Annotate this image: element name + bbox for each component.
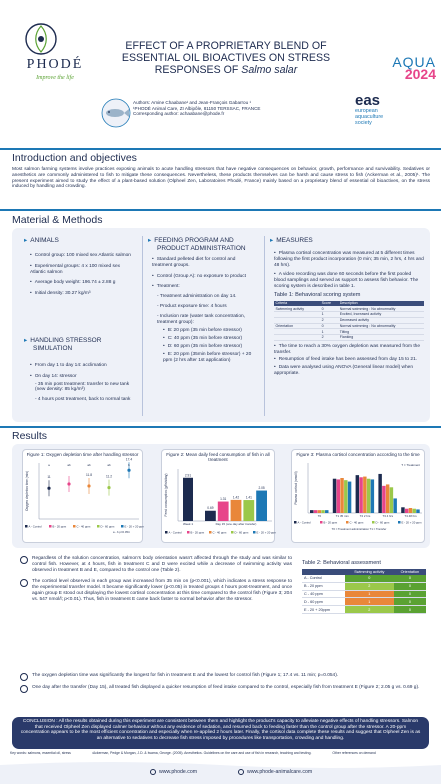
time-note: T0 = Treatment administration T1 = Transfer xyxy=(331,527,387,532)
aqua-year: 2024 xyxy=(404,66,436,82)
bar xyxy=(205,511,216,521)
results-list-wide xyxy=(20,673,430,693)
phode-logo-icon xyxy=(24,22,58,56)
significance-letter: ab xyxy=(87,463,91,468)
data-label: 11.8 xyxy=(86,473,92,478)
x-tick-label: T3 4 hrs xyxy=(382,514,394,519)
table1-cell: 2 xyxy=(320,317,338,323)
legend-label: A - Control xyxy=(28,525,42,530)
bar xyxy=(333,479,336,513)
intro-divider xyxy=(0,148,441,150)
data-label: 1.31 xyxy=(220,496,227,501)
eas-line-2: aquaculture xyxy=(355,114,384,120)
title-line-3-text: RESPONSES OF xyxy=(154,64,242,76)
bar xyxy=(363,477,366,513)
y-axis-label: Oxygen depletion time (min) xyxy=(25,471,29,512)
swim-score: 1 xyxy=(345,598,394,606)
legend-swatch xyxy=(253,531,256,534)
feeding-list xyxy=(152,257,256,363)
feeding-item: - Product exposure time: 4 hours xyxy=(157,303,227,309)
legend-label: A - Control xyxy=(168,530,182,535)
data-label: 11.2 xyxy=(106,475,112,480)
feeding-item: - Inclusion rate (water tank concentration, treatment group): xyxy=(157,313,245,325)
swim-score: 2 xyxy=(345,582,394,590)
data-point xyxy=(67,483,70,486)
y-axis-label: Feed consumption (g/fish/day) xyxy=(164,473,168,517)
table2-title: Table 2: Behavioral assessment xyxy=(302,560,381,566)
table1-cell: 2 xyxy=(320,335,338,341)
legend-swatch xyxy=(231,531,234,534)
table2-header: Swimming activity xyxy=(345,569,394,575)
figure-1-title: Figure 1: Oxygen depletion time after handling stressor xyxy=(26,452,139,457)
data-point xyxy=(127,469,130,472)
figure-3-chart xyxy=(292,457,426,535)
authors-line: Authors: Amine Chaabane¹ and Jean-François Gabarrou ¹ xyxy=(133,100,251,105)
table2-label: C - 40 ppm xyxy=(302,590,345,598)
handling-item: - 4 hours post treatment, back to normal tank xyxy=(35,397,131,403)
table-row xyxy=(302,590,426,598)
feeding-item: • C: 40 ppm (35 min before stressor) xyxy=(152,336,256,342)
legend-swatch xyxy=(165,531,168,534)
legend-swatch xyxy=(346,521,349,524)
feeding-title-line-2: PRODUCT ADMINISTRATION xyxy=(157,244,246,252)
legend-swatch xyxy=(121,525,124,528)
table-row xyxy=(302,582,426,590)
measures-item: • Plasma cortisol concentration was measured at 5 different times following the first product incorporation (0 min; 35 min, 2 hrs, 4 hrs and 48 hrs). xyxy=(274,251,424,268)
bar xyxy=(321,511,324,514)
x-tick-label: T2 2 hrs xyxy=(359,514,371,519)
legend-label: A - Control xyxy=(297,521,311,526)
reference: ¹Ackerman, Pedge & Morgan, J.D. & Iwama, George. (2005). Anesthetics. Guidelines on the care and use of fish in research, teaching and testing. xyxy=(91,751,312,755)
result-item xyxy=(20,673,430,681)
legend-label: E - 20 + 20 ppm xyxy=(256,530,276,535)
measures-item: • Data were analysed using ANOVA (General linear model) when appropriate. xyxy=(274,365,424,377)
legend-label: B - 20 ppm xyxy=(52,525,67,530)
figure-1-chart xyxy=(23,457,144,535)
behavioral-assessment xyxy=(302,560,426,614)
measures-title: ▸ MEASURES xyxy=(270,237,313,244)
bar xyxy=(386,485,389,514)
table1-cell: Orientation xyxy=(274,323,320,329)
poster-title xyxy=(112,40,340,76)
feeding-item: - Treatment administration on day 14. xyxy=(157,294,237,300)
data-label: 1.41 xyxy=(245,495,252,500)
other-references: Other references on demand xyxy=(332,751,376,755)
bar xyxy=(256,490,267,520)
data-label: 11 xyxy=(47,475,51,480)
affiliation-line: ¹PHODÉ Animal Care, ZI Albipôle, 81150 TERSSAC, FRANCE xyxy=(133,105,261,111)
results-title: Results xyxy=(12,430,48,442)
table1-cell: Tilting xyxy=(338,329,424,335)
bar xyxy=(359,478,362,514)
figure-3-title: Figure 3: Plasma cortisol concentration according to the time xyxy=(296,452,420,457)
legend-label: B - 20 ppm xyxy=(190,530,205,535)
data-point xyxy=(87,485,90,488)
chart-annotation: T = Treatment xyxy=(401,463,420,468)
bar xyxy=(356,476,359,514)
methods-divider xyxy=(0,209,441,211)
bar xyxy=(337,480,340,514)
swim-score: 2 xyxy=(345,606,394,614)
data-point xyxy=(47,487,50,490)
legend-label: C - 40 ppm xyxy=(76,525,91,530)
figure-2 xyxy=(161,449,275,543)
eas-logo-row xyxy=(355,93,437,108)
bar xyxy=(231,500,242,521)
bar xyxy=(409,508,412,513)
footer-link-1[interactable] xyxy=(150,769,197,775)
animals-title: ▸ ANIMALS xyxy=(24,237,59,244)
data-label: 0.69 xyxy=(207,506,214,511)
orientation-score: 0 xyxy=(394,606,426,614)
heart-icon xyxy=(20,579,28,587)
table-row xyxy=(302,598,426,606)
animals-item: • Control group: 100 mixed sex Atlantic salmon xyxy=(30,253,134,259)
methods-title: Material & Methods xyxy=(12,214,103,226)
column-divider xyxy=(142,236,143,416)
legend-label: D - 60 ppm xyxy=(234,530,249,535)
table1-cell: Excited, Increased activity xyxy=(338,311,424,317)
bar xyxy=(310,511,313,514)
aqua-word: AQUA xyxy=(392,54,436,70)
aqua-2024-logo xyxy=(356,54,436,82)
footer-link-1-text: www.phode.com xyxy=(159,769,198,775)
feeding-item: • Standard pelleted diet for control and treatment groups. xyxy=(152,257,256,269)
measures-item: • The time to reach a 30% oxygen depletion was measured from the transfer. xyxy=(274,344,424,356)
result-text: The oxygen depletion time was significantly the longest for fish in treatment E and the lowest for control fish (Figure 1; 17.4 vs. 11 min; p=0.054). xyxy=(32,673,339,678)
footer xyxy=(0,759,441,784)
figure-3 xyxy=(291,449,425,543)
eas-text xyxy=(355,108,437,126)
title-line-3 xyxy=(112,64,340,76)
handling-item: • From day 1 to day 14: acclimation xyxy=(30,363,134,369)
handling-list xyxy=(30,363,134,403)
legend-swatch xyxy=(25,525,28,528)
brand-name: PHODÉ xyxy=(26,57,84,72)
table2-label: E - 20 + 20ppm xyxy=(302,606,345,614)
bar xyxy=(344,481,347,514)
feeding-item: • E: 20 ppm (35min before stressor) + 20 ppm (2 hrs after 1st application) xyxy=(152,352,256,364)
footer-wave xyxy=(0,759,441,784)
bar xyxy=(405,509,408,513)
significance-letter: ab xyxy=(67,463,71,468)
handling-title-line-1: HANDLING STRESSOR xyxy=(30,337,102,344)
table1-header: Criteria xyxy=(274,301,320,307)
legend-label: D - 60 ppm xyxy=(100,525,115,530)
measures-title-text: MEASURES xyxy=(276,237,313,244)
bar xyxy=(318,511,321,514)
table1-cell: Normal swimming : No abnormality xyxy=(338,323,424,329)
significance-note: a - b p=0.054 xyxy=(113,530,130,535)
significance-letter: a xyxy=(48,463,50,468)
footer-link-2[interactable] xyxy=(238,769,312,775)
legend-label: B - 20 ppm xyxy=(323,521,338,526)
x-tick-label: T1 35 min xyxy=(335,514,349,519)
legend-label: E - 20 + 20 ppm xyxy=(124,525,144,530)
table1-cell: 1 xyxy=(320,311,338,317)
bar xyxy=(401,508,404,514)
data-label: 2.91 xyxy=(184,473,192,478)
table1-header: Description xyxy=(338,301,424,307)
bar xyxy=(218,501,229,520)
feeding-title-line-1: FEEDING PROGRAM AND xyxy=(154,237,234,244)
table-row xyxy=(302,606,426,614)
result-text: The cortisol level observed in each group was increased from 35 min on (p<0.001), which indicates a stress response to the experimental transfer model. It became significantly lower (p<0.05) in treated groups 4 hours post-treatment, and once again group E stood out displaying the lowest cortisol concentration at this time compared to the control fish (Figure 3; 204 vs. 547 nmol/l; p<0.01). Thus, fish in treatment E came back faster to normal behavior after the stressor. xyxy=(32,579,292,602)
references xyxy=(10,751,431,755)
animals-item: • Experimental groups: 4 x 100 mixed sex Atlantic salmon xyxy=(30,264,134,276)
results-list xyxy=(20,556,292,609)
data-point xyxy=(107,486,110,489)
animals-item: • Average body weight: 196.74 ± 2.88 g xyxy=(30,280,134,286)
significance-letter: ab xyxy=(107,463,111,468)
data-label: 1.42 xyxy=(232,495,240,500)
species-name: Salmo salar xyxy=(241,64,298,76)
table1-title: Table 1: Behavioral scoring system xyxy=(274,291,361,298)
measures-item: • A video recording was done 60 seconds before the first pooled blood samplings and served as support to assess fish behavior. The scoring system is described in table 1. xyxy=(274,272,424,289)
bar xyxy=(412,509,415,513)
feeding-item: • Control (Group A): no exposure to product xyxy=(152,274,256,280)
legend-label: C - 40 ppm xyxy=(212,530,227,535)
globe-icon xyxy=(238,769,244,775)
bar xyxy=(340,478,343,513)
data-label: 17.4 xyxy=(125,457,133,462)
swim-score: 0 xyxy=(345,575,394,582)
handling-title: ▸ HANDLING STRESSOR SIMULATION xyxy=(24,337,102,352)
result-text: Regardless of the solution concentration, salmon's body orientation wasn't affected through the study and was similar to control fish. However, at 4 hours, fish in treatment C and D were excited while a decrease of swimming activity was observed in treatment B and E, compared to the control one (Table 2). xyxy=(32,556,292,573)
orientation-score: 0 xyxy=(394,575,426,582)
legend-swatch xyxy=(209,531,212,534)
result-item xyxy=(20,556,292,573)
table1-cell: Flanking xyxy=(338,335,424,341)
legend-swatch xyxy=(294,521,297,524)
brand-tagline: Improve the life xyxy=(36,75,74,81)
table2-header: Orientation xyxy=(394,569,426,575)
eas-line-1: european xyxy=(355,108,378,114)
footer-link-2-text: www.phode-animalcare.com xyxy=(247,769,313,775)
table1-cell: 0 xyxy=(320,323,338,329)
feeding-item: • D: 60 ppm (35 min before stressor) xyxy=(152,344,256,350)
result-text: One day after the transfer (Day 15), all treated fish displayed a quicker resumption of feed intake compared to the control, especially fish from treatment E (Figure 2; 2.05 g vs. 0.69 g). xyxy=(32,685,420,690)
bar xyxy=(325,511,328,514)
orientation-score: 0 xyxy=(394,590,426,598)
table1-cell: Decreased activity xyxy=(338,317,424,323)
table1-header: Score xyxy=(320,301,338,307)
orientation-score: 0 xyxy=(394,582,426,590)
intro-text: Most salmon farming systems involve practices exposing animals to acute handling stressors that have negative consequences on behavior, growth, performance and survivability. Sedatives or anesthetics are commonly administered to fish to mitigate these consequences. Nevertheless, these products themselves can be harsh and cause stress to fish (Ackerman et al., 2005)¹. The present experiment aimed to study the effect of a plant-based solution (Olpheel Zen, Laboratoires Phodé, France) mainly based on a proprietary blend of essential oil bioactives, on the stress induced by handling and crowding. xyxy=(12,167,430,190)
animals-title-text: ANIMALS xyxy=(30,237,59,244)
legend-label: D - 60 ppm xyxy=(375,521,390,526)
legend-swatch xyxy=(73,525,76,528)
figure-1 xyxy=(22,449,143,543)
x-tick-label: T0 xyxy=(317,514,322,519)
x-tick-label: T4 48 hrs xyxy=(404,514,417,519)
bar xyxy=(382,486,385,513)
bar xyxy=(371,480,374,514)
behavior-scoring-table xyxy=(274,301,424,341)
bar xyxy=(416,510,419,514)
bar xyxy=(367,479,370,513)
globe-icon xyxy=(150,769,156,775)
animals-list xyxy=(30,253,134,297)
table1-cell xyxy=(274,335,320,341)
significance-letter: b xyxy=(128,463,130,468)
legend-swatch xyxy=(320,521,323,524)
eas-mark: eas xyxy=(355,92,381,109)
handling-title-line-2: SIMULATION xyxy=(33,344,73,352)
measures-list xyxy=(274,251,424,377)
data-label: 2.05 xyxy=(258,485,265,490)
keywords: Key words: salmons, essential oil, stress xyxy=(10,751,71,755)
legend-label: E - 20 + 20 ppm xyxy=(401,521,422,526)
x-tick-label: Week 1 xyxy=(182,521,194,526)
figure-2-chart xyxy=(162,463,276,541)
conclusion-box: CONCLUSION : All the results obtained during this experiment are consistent between them and highlight the product's capacity to alleviate negative effects of handling stressors. Salmon that received Olpheel Zen displayed calmer behaviour without any evidence of sedation, and resumed back to feeding faster than the control group after the stressor. A 20-ppm concentration appears to be the most efficient concentration and especially when re-applied 2 hours later. Finally, the cortisol data complete these results and suggest that Olpheel Zen is as an alternative to sedatives to decrease fish stress imposed by procedures like transportation, crowding and handling. xyxy=(12,717,429,749)
poster-header xyxy=(0,0,441,148)
legend-swatch xyxy=(398,521,401,524)
legend-swatch xyxy=(49,525,52,528)
table2-label: D - 60 ppm xyxy=(302,598,345,606)
feeding-item: • B: 20 ppm (35 min before stressor) xyxy=(152,328,256,334)
oxygen-icon xyxy=(20,673,28,681)
bar xyxy=(378,474,381,513)
animals-item: • Initial density: 30.27 kg/m³ xyxy=(30,291,134,297)
x-axis-label: Day 15 (one day after transfer) xyxy=(215,521,257,526)
legend-swatch xyxy=(372,521,375,524)
title-line-1: EFFECT OF A PROPRIETARY BLEND OF xyxy=(125,40,327,52)
feeding-item: • Treatment: xyxy=(152,284,256,290)
behavioral-assessment-table xyxy=(302,569,426,614)
bar xyxy=(314,511,317,514)
legend-swatch xyxy=(97,525,100,528)
table2-label: B - 20 ppm xyxy=(302,582,345,590)
eas-line-3: society xyxy=(355,120,372,126)
authors-block xyxy=(133,100,333,117)
title-line-2: ESSENTIAL OIL BIOACTIVES ON STRESS xyxy=(121,52,331,64)
result-item xyxy=(20,579,292,602)
eas-logo xyxy=(355,93,437,126)
measures-item: • Resumption of feed intake has been assessed from day 15 to 21. xyxy=(274,357,424,363)
bar xyxy=(393,499,396,514)
table-row xyxy=(302,575,426,582)
table1-cell: 1 xyxy=(320,329,338,335)
handling-item: - 35 min post treatment: transfer to new tank (new density: 85 kg/m³) xyxy=(35,381,130,393)
orientation-score: 0 xyxy=(394,598,426,606)
legend-label: C - 40 ppm xyxy=(349,521,364,526)
bar xyxy=(243,500,254,521)
bar-week1 xyxy=(183,478,193,521)
bar xyxy=(348,482,351,513)
fish-icon xyxy=(20,556,28,564)
table1-cell: 0 xyxy=(320,306,338,311)
result-item xyxy=(20,685,430,693)
legend-swatch xyxy=(187,531,190,534)
intro-title: Introduction and objectives xyxy=(12,152,137,164)
figure-2-title: Figure 2: Mean daily feed consumption of fish in all treatment xyxy=(166,452,270,463)
results-divider xyxy=(0,426,441,428)
bar xyxy=(390,488,393,514)
y-axis-label: Plasma cortisol (nmol/l) xyxy=(294,471,298,505)
swim-score: 1 xyxy=(345,590,394,598)
salmon-icon xyxy=(101,98,131,128)
corresponding-author: Corresponding author: achaabane@phode.fr xyxy=(133,111,225,117)
table-row xyxy=(274,335,424,341)
handling-item: • On day 14: stressor xyxy=(30,374,134,380)
table1-cell: Swimming activity xyxy=(274,306,320,311)
table2-label: A - Control xyxy=(302,575,345,582)
feeding-title: ▸ FEEDING PROGRAM AND PRODUCT ADMINISTRATION xyxy=(148,237,246,252)
feed-icon xyxy=(20,685,28,693)
column-divider xyxy=(264,236,265,416)
table1-cell: Normal swimming : No abnormality xyxy=(338,306,424,311)
